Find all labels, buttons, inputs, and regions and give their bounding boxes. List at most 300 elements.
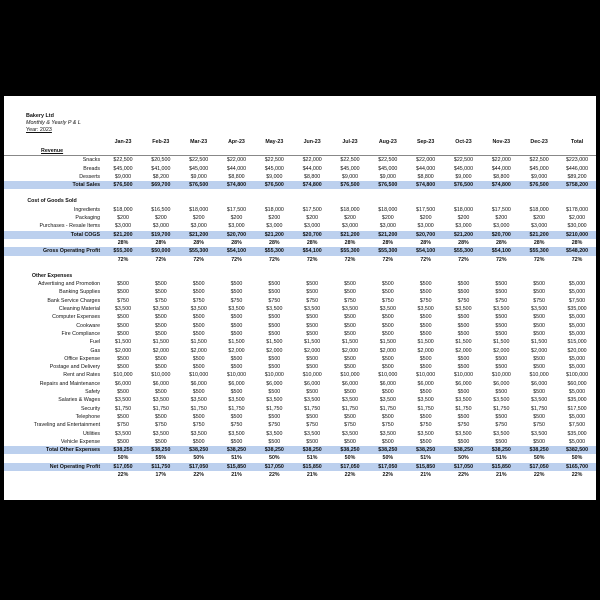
- value-cell: $18,000: [340, 206, 360, 213]
- month-header: Apr-23: [228, 138, 245, 145]
- value-cell: 17%: [155, 471, 167, 478]
- value-cell: $500: [533, 364, 546, 371]
- line-item-row: [4, 206, 596, 214]
- value-cell: [482, 189, 520, 197]
- value-cell: $2,000: [455, 347, 472, 354]
- line-item-row: [4, 421, 596, 429]
- value-cell: $1,750: [417, 405, 434, 412]
- row-label: Total Sales: [4, 181, 104, 189]
- value-cell: [445, 264, 483, 272]
- value-cell: [180, 189, 218, 197]
- value-cell: $1,750: [228, 405, 245, 412]
- value-cell: $38,250: [482, 446, 520, 454]
- value-cell: $55,300: [369, 247, 407, 255]
- value-cell: $3,500: [304, 397, 321, 404]
- value-cell: $74,800: [407, 181, 445, 189]
- value-cell: $750: [154, 422, 167, 429]
- value-cell: $500: [268, 438, 281, 445]
- value-cell: $44,000: [226, 165, 247, 172]
- value-cell: $3,000: [341, 223, 359, 230]
- value-cell: $500: [495, 281, 508, 288]
- value-cell: $3,500: [417, 397, 434, 404]
- value-cell: [218, 264, 256, 272]
- value-cell: $500: [117, 389, 129, 396]
- value-cell: [142, 197, 180, 205]
- value-cell: $22,500: [264, 157, 284, 164]
- value-cell: [445, 197, 483, 205]
- total-cell: [558, 147, 596, 156]
- value-cell: $3,500: [493, 397, 510, 404]
- line-item-row: [4, 222, 596, 230]
- value-cell: $500: [419, 355, 432, 362]
- month-header: Jul-23: [342, 138, 358, 145]
- month-header: May-23: [265, 138, 284, 145]
- row-label: [4, 454, 104, 462]
- value-cell: 22%: [193, 471, 204, 478]
- value-cell: $500: [457, 413, 470, 420]
- value-cell: $1,750: [114, 405, 132, 412]
- value-cell: $500: [117, 355, 129, 362]
- value-cell: [407, 197, 445, 205]
- value-cell: $20,700: [293, 231, 331, 239]
- value-cell: $500: [344, 281, 356, 288]
- value-cell: $500: [268, 322, 281, 329]
- value-cell: 28%: [117, 239, 129, 246]
- pl-table: [4, 137, 596, 479]
- value-cell: [218, 147, 256, 156]
- value-cell: [369, 147, 407, 156]
- total-cell: [558, 189, 596, 197]
- value-cell: $750: [533, 422, 546, 429]
- line-item-row: [4, 430, 596, 438]
- value-cell: $500: [230, 413, 243, 420]
- value-cell: $500: [192, 314, 205, 321]
- value-cell: 72%: [533, 256, 545, 263]
- value-cell: $1,750: [266, 405, 283, 412]
- value-cell: 28%: [344, 239, 356, 246]
- value-cell: [482, 197, 520, 205]
- value-cell: $500: [381, 438, 394, 445]
- row-label: Salaries & Wages: [58, 397, 101, 404]
- total-cell: $89,200: [567, 173, 587, 180]
- value-cell: $200: [192, 215, 205, 222]
- value-cell: $500: [154, 355, 167, 362]
- value-cell: $17,050: [104, 463, 142, 471]
- value-cell: $500: [306, 330, 319, 337]
- value-cell: $750: [230, 297, 243, 304]
- value-cell: $500: [192, 322, 205, 329]
- company-name: Bakery Ltd: [26, 113, 54, 119]
- value-cell: $750: [268, 422, 281, 429]
- value-cell: $41,000: [151, 165, 171, 172]
- value-cell: $6,000: [152, 380, 169, 387]
- value-cell: $500: [495, 355, 508, 362]
- value-cell: 72%: [382, 256, 394, 263]
- value-cell: $500: [533, 281, 546, 288]
- value-cell: $19,700: [142, 231, 180, 239]
- total-cell: 72%: [571, 256, 583, 263]
- value-cell: [218, 197, 256, 205]
- value-cell: [520, 197, 558, 205]
- value-cell: $10,000: [264, 372, 284, 379]
- value-cell: $200: [533, 215, 546, 222]
- value-cell: [520, 272, 558, 280]
- value-cell: $20,700: [482, 231, 520, 239]
- value-cell: $500: [192, 281, 205, 288]
- value-cell: $18,000: [113, 206, 133, 213]
- value-cell: $3,500: [341, 397, 359, 404]
- total-cell: $5,000: [568, 413, 586, 420]
- value-cell: $3,000: [455, 223, 472, 230]
- value-cell: $3,000: [266, 223, 283, 230]
- value-cell: $38,250: [331, 446, 369, 454]
- value-cell: $9,000: [341, 173, 359, 180]
- value-cell: $500: [268, 330, 281, 337]
- value-cell: $500: [230, 355, 243, 362]
- value-cell: $1,500: [341, 339, 359, 346]
- value-cell: $750: [117, 422, 129, 429]
- row-label: Fire Compliance: [61, 330, 101, 337]
- value-cell: 22%: [117, 471, 129, 478]
- value-cell: $3,500: [493, 306, 510, 313]
- value-cell: $22,000: [491, 157, 511, 164]
- value-cell: [142, 272, 180, 280]
- total-cell: $548,200: [558, 247, 596, 255]
- value-cell: [104, 272, 142, 280]
- value-cell: [180, 197, 218, 205]
- value-cell: $3,500: [190, 397, 207, 404]
- value-cell: $500: [344, 314, 356, 321]
- value-cell: $76,500: [255, 181, 293, 189]
- value-cell: 28%: [155, 239, 167, 246]
- total-cell: $223,000: [565, 157, 589, 164]
- value-cell: $3,500: [266, 430, 283, 437]
- value-cell: $750: [457, 422, 470, 429]
- value-cell: $76,500: [369, 181, 407, 189]
- value-cell: $2,000: [152, 347, 169, 354]
- value-cell: [293, 189, 331, 197]
- value-cell: $500: [533, 413, 546, 420]
- value-cell: 50%: [117, 455, 129, 462]
- value-cell: $38,250: [293, 446, 331, 454]
- value-cell: $500: [381, 289, 394, 296]
- value-cell: $200: [344, 215, 356, 222]
- value-cell: $10,000: [378, 372, 398, 379]
- total-cell: 28%: [571, 239, 583, 246]
- value-cell: 28%: [458, 239, 469, 246]
- value-cell: $500: [117, 438, 129, 445]
- line-item-row: [4, 313, 596, 321]
- value-cell: $750: [344, 297, 356, 304]
- value-cell: [255, 264, 293, 272]
- row-label: Repairs and Maintenance: [39, 380, 101, 387]
- value-cell: $38,250: [520, 446, 558, 454]
- total-cell: $60,000: [567, 380, 587, 387]
- value-cell: $500: [495, 322, 508, 329]
- value-cell: $45,000: [264, 165, 284, 172]
- value-cell: $17,500: [416, 206, 436, 213]
- value-cell: $76,500: [445, 181, 483, 189]
- value-cell: $10,000: [491, 372, 511, 379]
- total-cell: $35,000: [567, 306, 587, 313]
- value-cell: [255, 147, 293, 156]
- value-cell: $1,500: [114, 339, 132, 346]
- value-cell: $6,000: [114, 380, 132, 387]
- value-cell: $500: [268, 281, 281, 288]
- value-cell: $500: [457, 330, 470, 337]
- value-cell: $500: [154, 389, 167, 396]
- value-cell: $10,000: [529, 372, 549, 379]
- value-cell: $76,500: [104, 181, 142, 189]
- value-cell: $6,000: [228, 380, 245, 387]
- value-cell: $17,050: [369, 463, 407, 471]
- value-cell: $3,500: [455, 397, 472, 404]
- value-cell: $750: [457, 297, 470, 304]
- total-cell: $7,500: [568, 422, 586, 429]
- section-header-row: [4, 197, 596, 205]
- value-cell: $20,700: [218, 231, 256, 239]
- total-cell: $5,000: [568, 314, 586, 321]
- value-cell: $15,850: [407, 463, 445, 471]
- total-row: [4, 463, 596, 471]
- value-cell: $10,000: [453, 372, 474, 379]
- row-label: Office Expense: [64, 355, 101, 362]
- value-cell: $750: [154, 297, 167, 304]
- value-cell: $3,000: [228, 223, 245, 230]
- value-cell: $22,000: [226, 157, 247, 164]
- line-item-row: [4, 396, 596, 404]
- value-cell: $500: [495, 314, 508, 321]
- value-cell: $200: [495, 215, 508, 222]
- total-cell: [558, 272, 596, 280]
- value-cell: $500: [381, 322, 394, 329]
- value-cell: $8,200: [152, 173, 169, 180]
- month-header: Feb-23: [152, 138, 170, 145]
- value-cell: $38,250: [445, 446, 483, 454]
- value-cell: 28%: [231, 239, 242, 246]
- row-label: Cookware: [76, 322, 101, 329]
- section-header-row: [4, 272, 596, 280]
- value-cell: $500: [230, 389, 243, 396]
- total-cell: 22%: [571, 471, 583, 478]
- month-header: Aug-23: [378, 138, 397, 145]
- value-cell: [369, 264, 407, 272]
- value-cell: 22%: [533, 471, 545, 478]
- value-cell: $17,500: [491, 206, 511, 213]
- value-cell: $1,500: [190, 339, 207, 346]
- value-cell: $44,000: [302, 165, 322, 172]
- row-label: Gas: [90, 347, 101, 354]
- percentage-row: [4, 239, 596, 247]
- value-cell: $6,000: [190, 380, 207, 387]
- value-cell: $21,200: [104, 231, 142, 239]
- percentage-row: [4, 256, 596, 264]
- line-item-row: [4, 388, 596, 396]
- value-cell: [218, 272, 256, 280]
- report-year: Year: 2023: [26, 127, 52, 133]
- value-cell: $21,200: [331, 231, 369, 239]
- value-cell: 72%: [155, 256, 167, 263]
- value-cell: $3,500: [379, 306, 396, 313]
- value-cell: $500: [192, 355, 205, 362]
- value-cell: $500: [495, 289, 508, 296]
- value-cell: $500: [230, 438, 243, 445]
- total-cell: $5,000: [568, 289, 586, 296]
- value-cell: $500: [533, 289, 546, 296]
- section-header-row: [4, 147, 596, 156]
- row-label: Snacks: [82, 157, 101, 164]
- total-cell: $5,000: [568, 322, 586, 329]
- value-cell: 21%: [231, 471, 242, 478]
- value-cell: [520, 189, 558, 197]
- value-cell: 72%: [269, 256, 280, 263]
- value-cell: $500: [419, 289, 432, 296]
- value-cell: $38,250: [255, 446, 293, 454]
- value-cell: $3,500: [341, 430, 359, 437]
- value-cell: $18,000: [264, 206, 284, 213]
- value-cell: [104, 264, 142, 272]
- line-item-row: [4, 165, 596, 173]
- value-cell: $500: [192, 413, 205, 420]
- month-header-row: [4, 137, 596, 147]
- value-cell: [293, 264, 331, 272]
- value-cell: 28%: [495, 239, 507, 246]
- value-cell: $55,300: [331, 247, 369, 255]
- value-cell: $6,000: [493, 380, 510, 387]
- row-label: Postage and Delivery: [49, 364, 101, 371]
- value-cell: $9,000: [531, 173, 548, 180]
- line-item-row: [4, 305, 596, 313]
- value-cell: $10,000: [189, 372, 209, 379]
- value-cell: $3,500: [190, 306, 207, 313]
- value-cell: 21%: [306, 471, 318, 478]
- row-label: Advertising and Promotion: [37, 281, 101, 288]
- value-cell: 22%: [458, 471, 469, 478]
- value-cell: $3,000: [531, 223, 548, 230]
- value-cell: $8,800: [493, 173, 510, 180]
- value-cell: $38,250: [218, 446, 256, 454]
- value-cell: $500: [457, 438, 470, 445]
- value-cell: [407, 264, 445, 272]
- value-cell: $500: [268, 413, 281, 420]
- value-cell: $45,000: [453, 165, 474, 172]
- value-cell: 72%: [458, 256, 469, 263]
- value-cell: $500: [306, 314, 319, 321]
- value-cell: 22%: [269, 471, 280, 478]
- value-cell: $500: [117, 364, 129, 371]
- value-cell: $750: [495, 297, 508, 304]
- value-cell: $10,000: [226, 372, 247, 379]
- month-header: Jan-23: [114, 138, 132, 145]
- row-label: Bank Service Charges: [47, 297, 101, 304]
- row-label: [4, 239, 104, 247]
- value-cell: 28%: [420, 239, 431, 246]
- value-cell: $500: [457, 322, 470, 329]
- value-cell: $750: [192, 422, 205, 429]
- value-cell: $17,050: [445, 463, 483, 471]
- total-cell: $758,200: [558, 181, 596, 189]
- value-cell: [293, 197, 331, 205]
- row-label: Utilities: [83, 430, 101, 437]
- value-cell: $18,000: [529, 206, 549, 213]
- value-cell: $500: [344, 330, 356, 337]
- value-cell: $38,250: [407, 446, 445, 454]
- value-cell: $3,500: [455, 306, 472, 313]
- value-cell: $500: [419, 364, 432, 371]
- value-cell: $500: [306, 364, 319, 371]
- value-cell: [142, 264, 180, 272]
- value-cell: 72%: [344, 256, 356, 263]
- value-cell: $500: [192, 330, 205, 337]
- value-cell: $500: [154, 322, 167, 329]
- value-cell: $18,000: [378, 206, 398, 213]
- value-cell: $750: [381, 422, 394, 429]
- value-cell: $500: [419, 413, 432, 420]
- total-cell: $35,000: [567, 430, 587, 437]
- value-cell: $44,000: [491, 165, 511, 172]
- value-cell: $500: [306, 438, 319, 445]
- value-cell: [445, 147, 483, 156]
- value-cell: 72%: [306, 256, 318, 263]
- value-cell: [255, 272, 293, 280]
- value-cell: 72%: [495, 256, 507, 263]
- total-cell: 50%: [571, 455, 583, 462]
- value-cell: 22%: [344, 471, 356, 478]
- value-cell: $3,500: [304, 306, 321, 313]
- value-cell: [445, 189, 483, 197]
- value-cell: $500: [457, 289, 470, 296]
- value-cell: [482, 264, 520, 272]
- value-cell: [331, 197, 369, 205]
- value-cell: $500: [495, 330, 508, 337]
- value-cell: $22,500: [340, 157, 360, 164]
- value-cell: $3,500: [190, 430, 207, 437]
- value-cell: [104, 189, 142, 197]
- value-cell: $500: [154, 413, 167, 420]
- total-cell: $15,000: [567, 339, 587, 346]
- value-cell: $74,800: [218, 181, 256, 189]
- value-cell: $750: [381, 297, 394, 304]
- value-cell: $750: [306, 297, 319, 304]
- row-label: Purchases - Resale Items: [39, 223, 101, 230]
- value-cell: $2,000: [228, 347, 245, 354]
- value-cell: $1,750: [455, 405, 472, 412]
- value-cell: $74,800: [293, 181, 331, 189]
- value-cell: $1,750: [152, 405, 169, 412]
- value-cell: $10,000: [302, 372, 322, 379]
- line-item-row: [4, 330, 596, 338]
- value-cell: $500: [268, 389, 281, 396]
- value-cell: [180, 147, 218, 156]
- value-cell: $45,000: [113, 165, 133, 172]
- value-cell: $500: [381, 364, 394, 371]
- month-header: Oct-23: [455, 138, 472, 145]
- value-cell: $1,750: [304, 405, 321, 412]
- value-cell: [218, 189, 256, 197]
- value-cell: $10,000: [340, 372, 360, 379]
- value-cell: $1,500: [531, 339, 548, 346]
- row-label: Total Other Expenses: [4, 446, 104, 454]
- month-header: Jun-23: [303, 138, 321, 145]
- value-cell: $38,250: [142, 446, 180, 454]
- value-cell: $750: [419, 297, 432, 304]
- row-label: Computer Expenses: [52, 314, 101, 321]
- row-label: Safety: [85, 389, 101, 396]
- value-cell: $76,500: [180, 181, 218, 189]
- value-cell: $500: [495, 364, 508, 371]
- total-cell: $210,000: [558, 231, 596, 239]
- value-cell: $9,000: [190, 173, 207, 180]
